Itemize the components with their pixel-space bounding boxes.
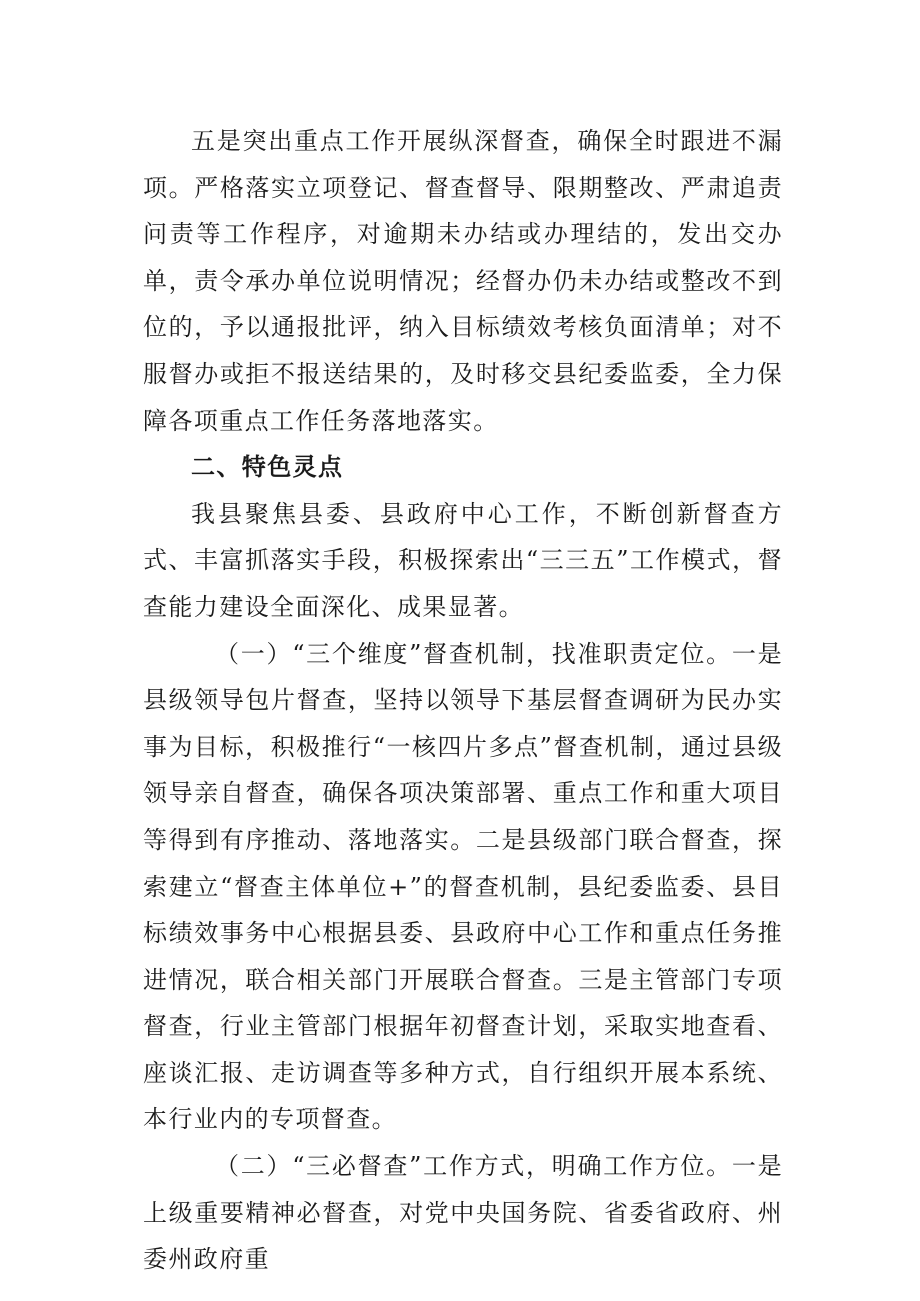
paragraph-supervision-point-five: 五是突出重点工作开展纵深督查，确保全时跟进不漏项。严格落实立项登记、督查督导、限期整改、严肃追责问责等工作程序，对逾期未办结或办理结的，发出交办单，责令承办单位说明情况；经督办仍未办结或整改不到位的，予以通报批评，纳入目标绩效考核负面清单；对不服督办或拒不报送结果的，及时移交县纪委监委，全力保障各项重点工作任务落地落实。 — [143, 127, 783, 435]
paragraph-county-model-intro: 我县聚焦县委、县政府中心工作，不断创新督查方式、丰富抓落实手段，积极探索出“三三五”工作模式，督查能力建设全面深化、成果显著。 — [143, 499, 783, 621]
paragraph-three-musts: （二）“三必督查”工作方式，明确工作方位。一是上级重要精神必督查，对党中央国务院、省委省政府、州委州政府重 — [143, 1152, 783, 1274]
section-heading-features: 二、特色灵点 — [191, 453, 344, 482]
paragraph-three-dimensions: （一）“三个维度”督查机制，找准职责定位。一是县级领导包片督查，坚持以领导下基层督查调研为民办实事为目标，积极推行“一核四片多点”督查机制，通过县级领导亲自督查，确保各项决策部署、重点工作和重大项目等得到有序推动、落地落实。二是县级部门联合督查，探索建立“督查主体单位+”的督查机制，县纪委监委、县目标绩效事务中心根据县委、县政府中心工作和重点任务推进情况，联合相关部门开展联合督查。三是主管部门专项督查，行业主管部门根据年初督查计划，采取实地查看、座谈汇报、走访调查等多种方式，自行组织开展本系统、本行业内的专项督查。 — [143, 639, 783, 1134]
document-page — [143, 118, 783, 1283]
